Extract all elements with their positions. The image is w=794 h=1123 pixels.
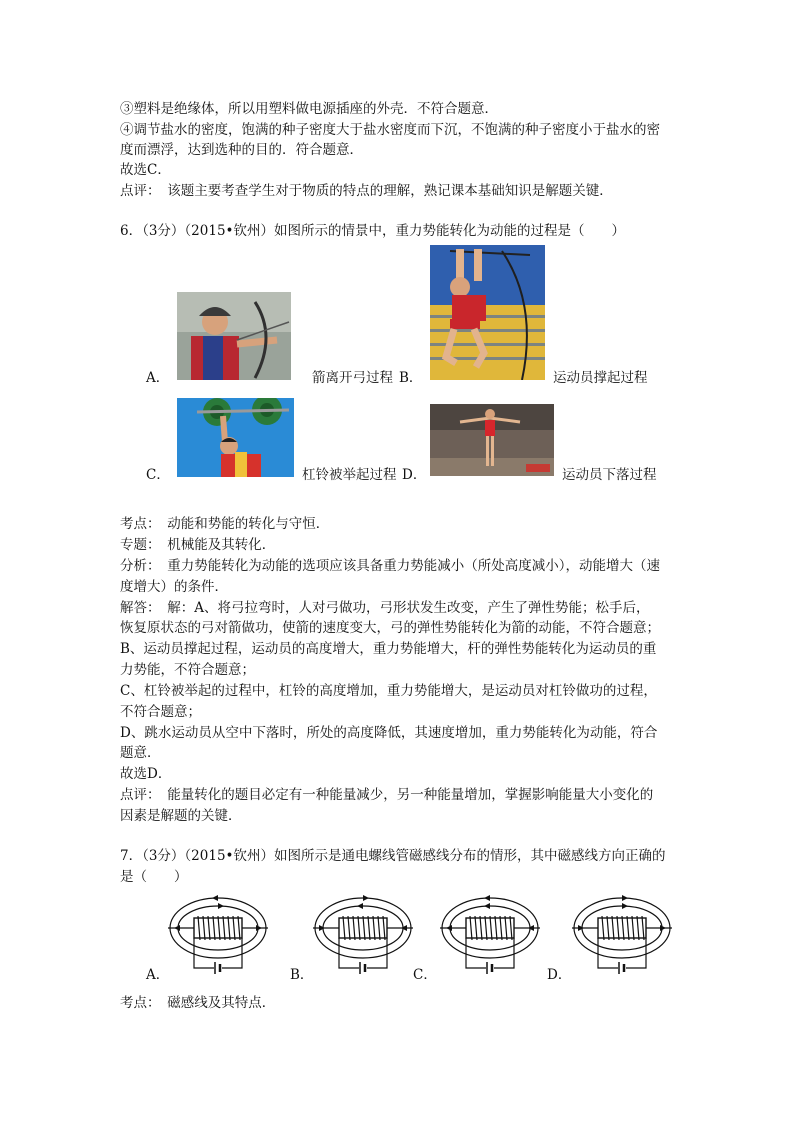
option-d-letter: D．: [547, 967, 572, 983]
text-line: D、跳水运动员从空中下落时，所处的高度降低，其速度增加，重力势能转化为动能，符合: [120, 725, 658, 741]
text-line: 解答： 解：A、将弓拉弯时，人对弓做功，弓形状发生改变，产生了弹性势能；松手后，: [120, 600, 650, 616]
question-7-stem: 7．（3分）（2015•钦州）如图所示是通电螺线管磁感线分布的情形，其中磁感线方向正确的: [120, 848, 666, 864]
text-line: 点评： 该题主要考查学生对于物质的特点的理解，熟记课本基础知识是解题关键．: [120, 183, 613, 199]
text-line: 因素是解题的关键．: [120, 808, 242, 824]
text-line: 专题： 机械能及其转化．: [120, 537, 276, 553]
solenoid-diagram-b: [313, 892, 413, 976]
option-c-caption: 杠铃被举起过程: [302, 467, 397, 483]
text-line: ③塑料是绝缘体，所以用塑料做电源插座的外壳．不符合题意．: [120, 101, 498, 117]
solenoid-diagram-a: [168, 892, 268, 976]
option-c-letter: C．: [146, 467, 170, 483]
solenoid-diagram-c: [440, 892, 540, 976]
text-line: ④调节盐水的密度，饱满的种子密度大于盐水密度而下沉，不饱满的种子密度小于盐水的密: [120, 122, 660, 138]
option-d-letter: D．: [402, 467, 427, 483]
text-line: 考点： 磁感线及其特点．: [120, 995, 276, 1011]
text-line: 分析： 重力势能转化为动能的选项应该具备重力势能减小（所处高度减小），动能增大（速: [120, 558, 660, 574]
option-b-letter: B．: [399, 370, 423, 386]
text-line: 故选C．: [120, 162, 171, 178]
diver-photo: [430, 404, 554, 476]
text-line: 故选D．: [120, 766, 172, 782]
option-a-caption: 箭离开弓过程: [312, 370, 393, 386]
pole-vaulter-photo: [430, 245, 545, 380]
archer-photo: [177, 292, 291, 380]
question-6-stem: 6．（3分）（2015•钦州）如图所示的情景中，重力势能转化为动能的过程是（ ）: [120, 223, 625, 239]
text-line: B、运动员撑起过程，运动员的高度增大，重力势能增大，杆的弹性势能转化为运动员的重: [120, 641, 657, 657]
text-line: 不符合题意；: [120, 704, 201, 720]
text-line: 题意．: [120, 745, 161, 761]
solenoid-diagram-d: [572, 892, 672, 976]
weightlifter-photo: [177, 398, 294, 477]
text-line: 点评： 能量转化的题目必定有一种能量减少，另一种能量增加，掌握影响能量大小变化的: [120, 787, 654, 803]
option-c-letter: C．: [413, 967, 437, 983]
text-line: 度而漂浮，达到选种的目的．符合题意．: [120, 142, 363, 158]
option-a-letter: A．: [146, 967, 170, 983]
option-a-letter: A．: [146, 370, 170, 386]
text-line: 考点： 动能和势能的转化与守恒．: [120, 516, 330, 532]
text-line: C、杠铃被举起的过程中，杠铃的高度增加，重力势能增大，是运动员对杠铃做功的过程，: [120, 683, 657, 699]
text-line: 力势能，不符合题意；: [120, 662, 255, 678]
text-line: 度增大）的条件．: [120, 579, 228, 595]
question-7-stem-cont: 是（ ）: [120, 869, 188, 885]
option-b-letter: B．: [290, 967, 314, 983]
text-line: 恢复原状态的弓对箭做功，使箭的速度变大，弓的弹性势能转化为箭的动能，不符合题意；: [120, 620, 660, 636]
option-d-caption: 运动员下落过程: [562, 467, 657, 483]
option-b-caption: 运动员撑起过程: [553, 370, 648, 386]
